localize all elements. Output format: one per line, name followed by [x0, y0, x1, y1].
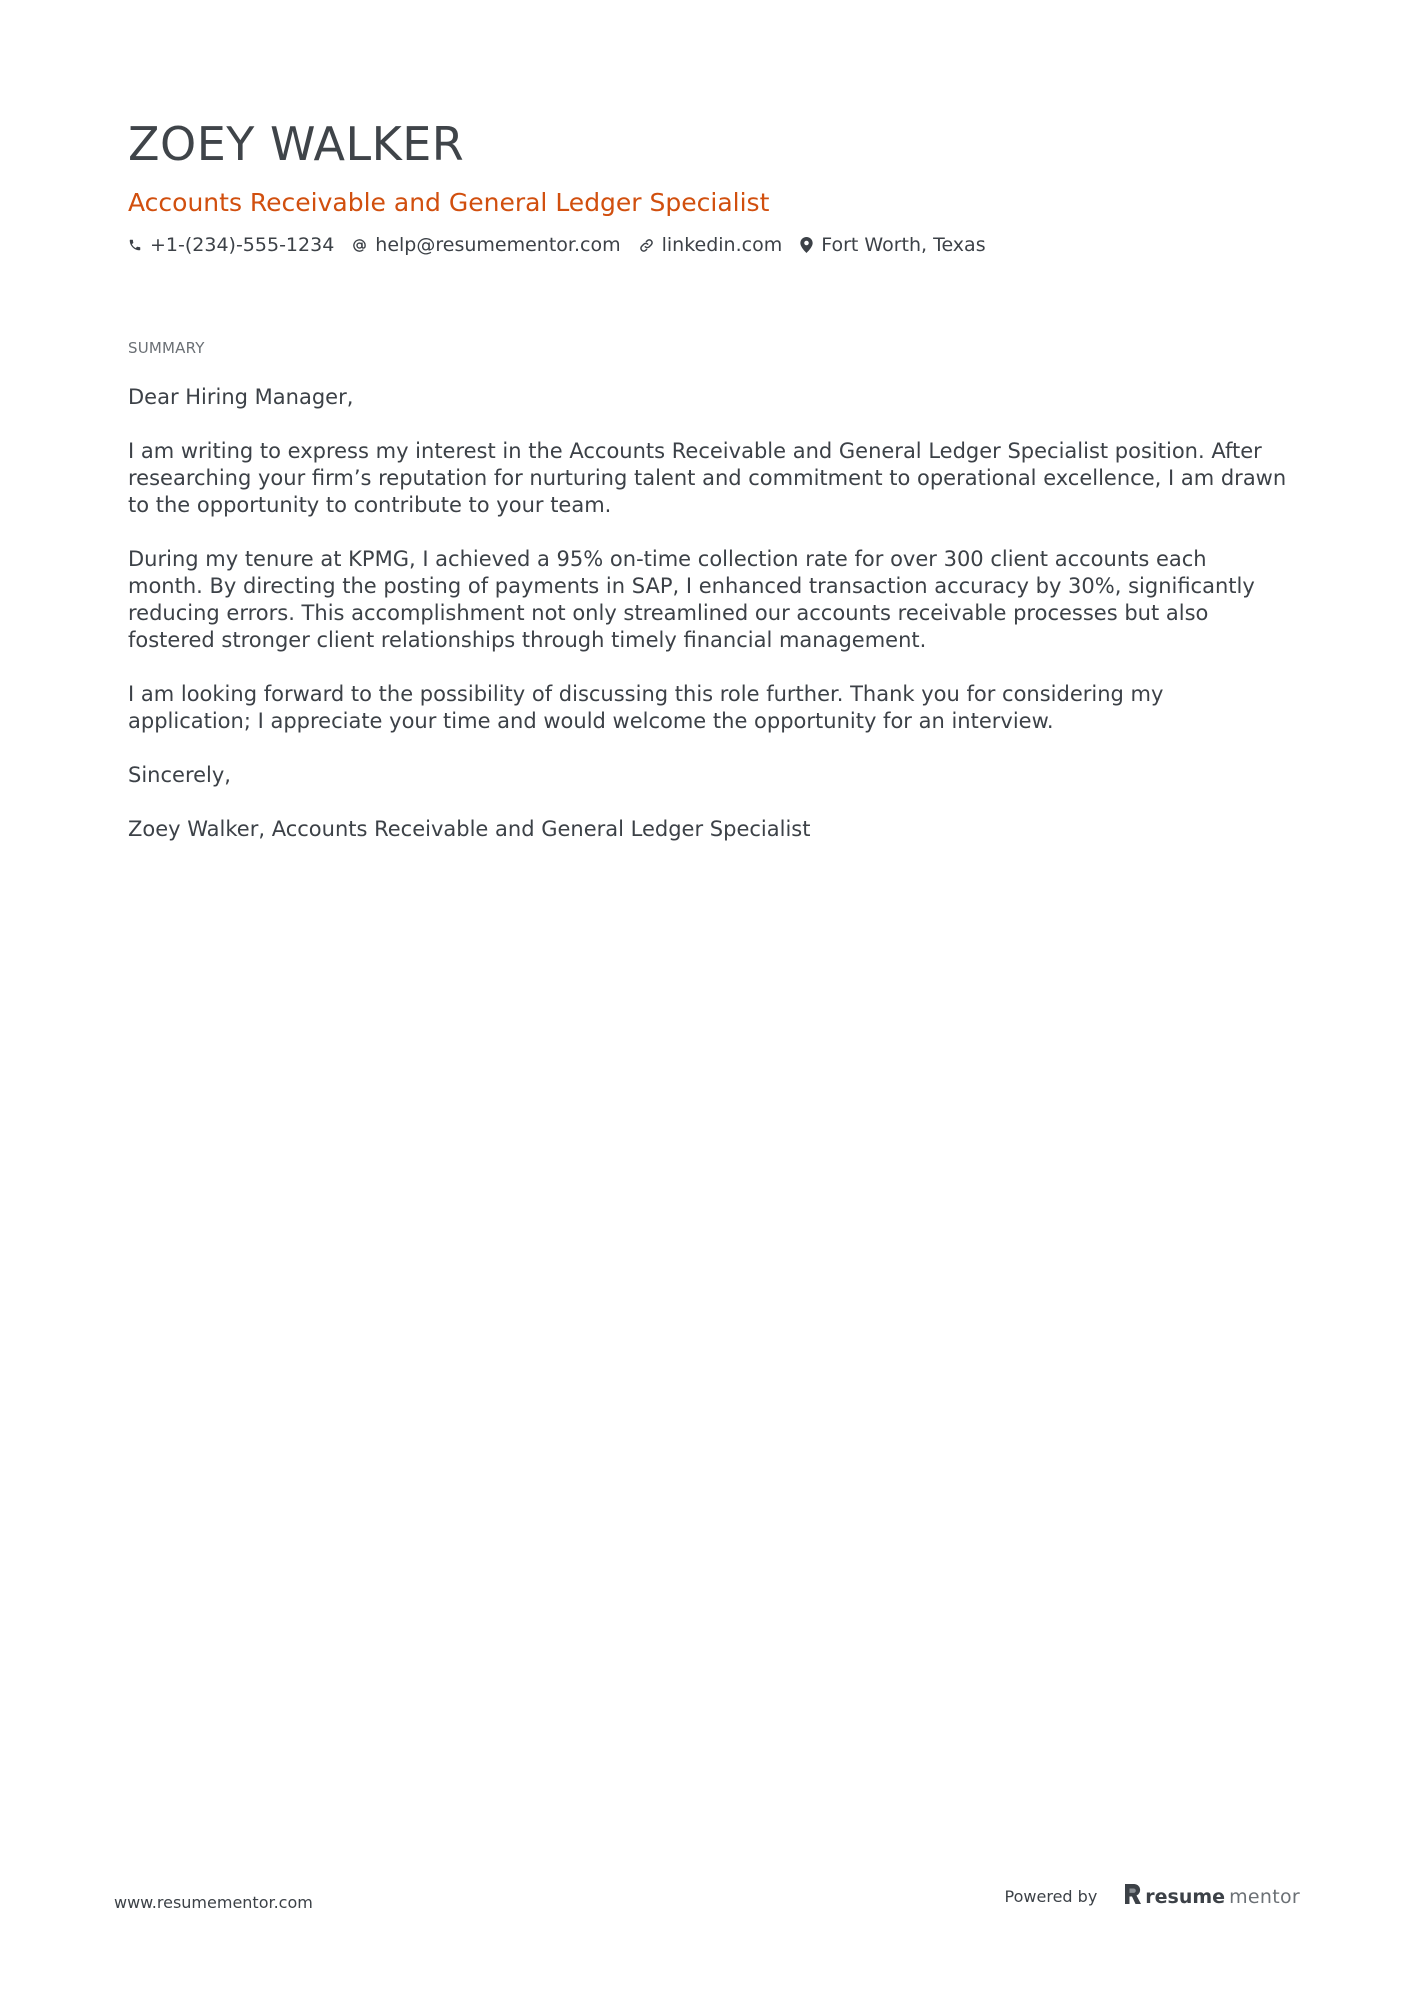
applicant-name: ZOEY WALKER [128, 117, 465, 171]
letter-paragraph: I am writing to express my interest in the Accounts Receivable and General Ledger Specialist position. After researching your firm’s reputation for nurturing talent and commitment to operational excellence, I am drawn to the opportunity to contribute to your team. [128, 439, 1287, 517]
contact-row [128, 232, 1288, 258]
job-title: Accounts Receivable and General Ledger Specialist [128, 188, 770, 217]
contact-phone [128, 232, 334, 258]
footer-url[interactable]: www.resumementor.com [114, 1893, 313, 1912]
brand-text-part2: mentor [1229, 1885, 1300, 1908]
at-icon [352, 238, 367, 253]
salutation: Dear Hiring Manager, [128, 385, 354, 409]
letter-paragraph: During my tenure at KPMG, I achieved a 95% on-time collection rate for over 300 client accounts each month. By directing the posting of payments in SAP, I enhanced transaction accuracy by 30%, significantly reducing errors. This accomplishment not only streamlined our accounts receivable processes but also fostered stronger client relationships through timely financial management. [128, 547, 1255, 652]
email-text[interactable]: help@resumementor.com [375, 234, 621, 256]
powered-by-label: Powered by [1004, 1887, 1098, 1906]
signature: Zoey Walker, Accounts Receivable and General Ledger Specialist [128, 817, 811, 841]
location-text: Fort Worth, Texas [821, 234, 986, 256]
letter-body [128, 384, 1288, 870]
brand-logo [1125, 1884, 1300, 1909]
powered-by [1005, 1884, 1300, 1909]
header [128, 112, 1288, 258]
phone-icon [128, 238, 142, 252]
location-pin-icon [800, 237, 813, 253]
section-label-summary: SUMMARY [128, 339, 205, 357]
phone-text: +1-(234)-555-1234 [150, 234, 335, 256]
linkedin-text[interactable]: linkedin.com [661, 234, 783, 256]
letter-paragraph: I am looking forward to the possibility of discussing this role further. Thank you for considering my application; I appreciate your time and would welcome the opportunity for an interview. [128, 682, 1164, 733]
closing: Sincerely, [128, 763, 231, 787]
contact-location [800, 232, 985, 258]
contact-email[interactable] [352, 232, 620, 258]
resumementor-logo-icon [1125, 1884, 1141, 1909]
link-icon [639, 238, 654, 253]
contact-linkedin[interactable] [639, 232, 783, 258]
brand-text-part1: resume [1145, 1885, 1226, 1908]
